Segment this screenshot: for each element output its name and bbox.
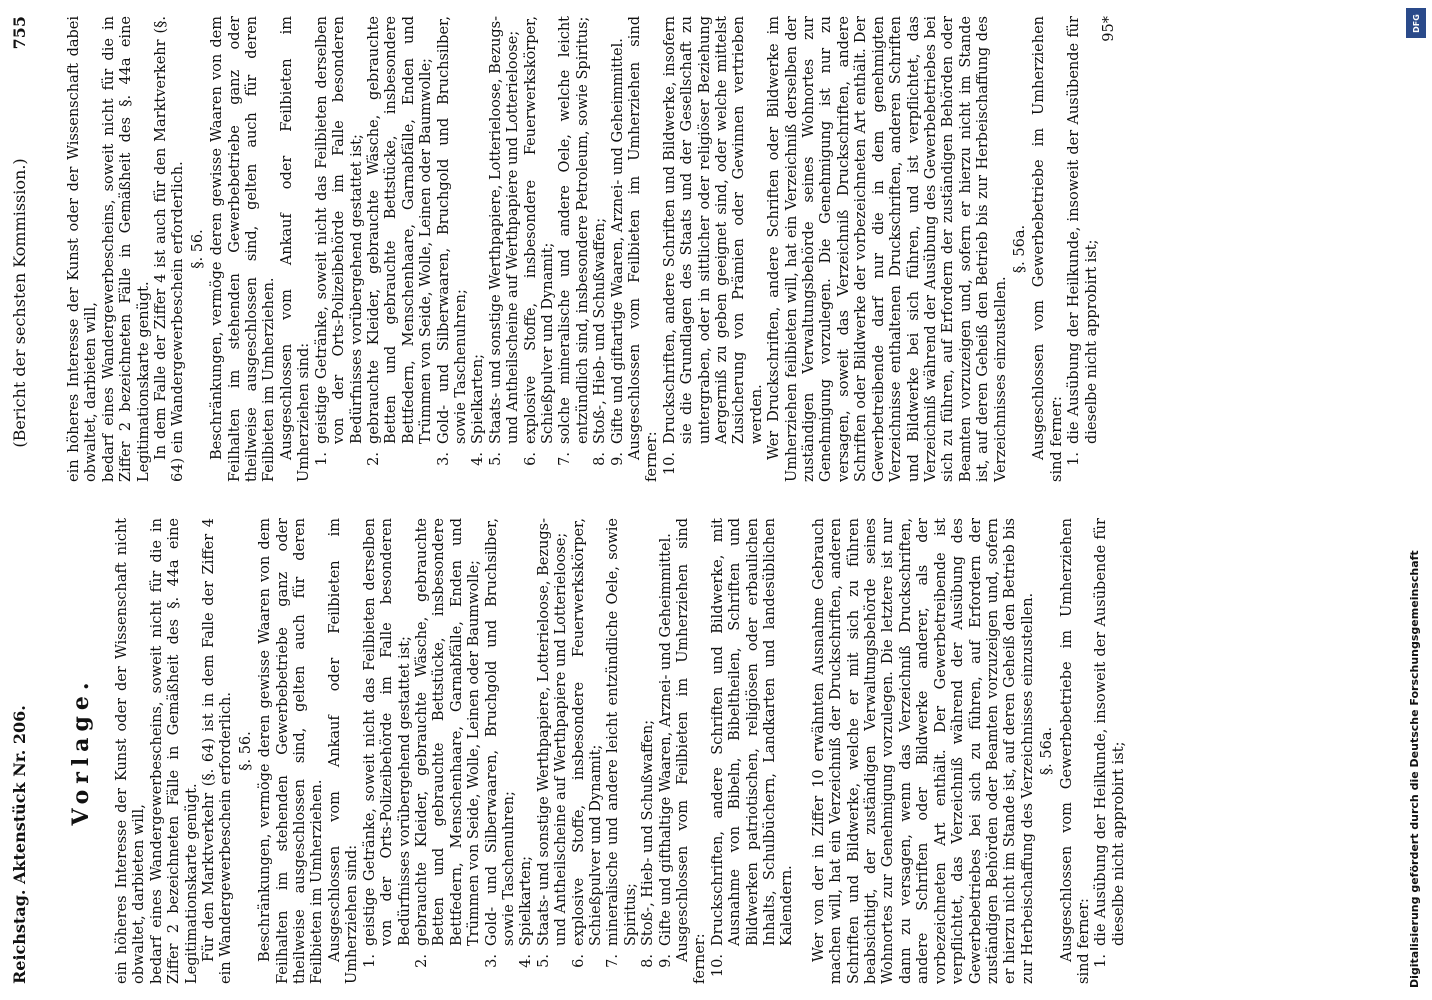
right-p5: Ausgeschlossen vom Ankauf oder Feilbieten im Umherziehen sind: <box>278 16 313 482</box>
left-item-last <box>1093 518 1128 984</box>
item-number: 1. <box>361 954 378 968</box>
item-text: Spielkarten; <box>518 855 535 946</box>
item-number: 9. <box>657 954 674 968</box>
list-item <box>414 518 484 984</box>
list-item <box>610 16 627 482</box>
list-item <box>436 16 471 482</box>
left-p4: Beschränkungen, vermöge deren gewisse Waaren von dem Feilhalten im stehenden Gewerbebetriebe ganz oder theilweise ausgeschlossen sind, gelten auch für deren Feilbieten im Umherziehen. <box>257 518 326 984</box>
list-item <box>662 16 766 482</box>
left-column-title: Vorlage. <box>68 676 94 826</box>
item-text: Gold- und Silberwaaren, Bruchgold und Bruchsilber, sowie Taschenuhren; <box>483 518 517 946</box>
right-p2: bedarf eines Wandergewerbescheins, soweit nicht für die in Ziffer 2 bezeichneten Fälle in Gemäßheit des §. 44a eine Legitimationskarte genügt. <box>100 16 152 482</box>
right-item-list <box>314 16 627 482</box>
item-number: 5. <box>487 452 504 466</box>
item-number: 3. <box>483 954 500 968</box>
left-item-10 <box>710 518 797 984</box>
right-p7: Wer Druckschriften, andere Schriften oder Bildwerke im Umherziehen feilbieten will, hat ein Verzeichniß derselben der zuständigen Verwaltungsbehörde seines Wohnortes zur Genehmigung vorzulegen. Die Genehmigung ist nur zu versagen, soweit das Verzeichniß Druckschriften, andere Schriften oder Bildwerke der vorbezeichneten Art enthält. Der Gewerbetreibende darf nur die in dem genehmigten Verzeichnisse enthaltenen Druckschriften, anderen Schriften und Bildwerke bei sich führen, und ist verpflichtet, das Verzeichniß während der Ausübung des Gewerbebetriebes bei sich zu führen, auf Erfordern der zuständigen Behörden oder Beamten vorzuzeigen und, sofern er hierzu nicht im Stande ist, auf deren Geheiß den Betrieb bis zur Herbeischaffung des Verzeichnisses einzustellen. <box>766 16 1009 482</box>
list-item <box>470 16 487 482</box>
left-p7: Wer von der in Ziffer 10 erwähnten Ausnahme Gebrauch machen will, hat ein Verzeichniß der Druckschriften, anderen Schriften und Bildwerke, welche er mit sich zu führen beabsichtigt, der zuständigen Verwaltungsbehörde seines Wohnortes zur Genehmigung vorzulegen. Die letztere ist nur dann zu versagen, wenn das Verzeichniß Druckschriften, andere Schriften oder Bildwerke anderer, als der vorbezeichneten Art enthält. Der Gewerbetreibende ist verpflichtet, das Verzeichniß während der Ausübung des Gewerbebetriebes bei sich zu führen, auf Erfordern der zuständigen Behörden oder Beamten vorzuzeigen und, sofern er hierzu nicht im Stande ist, auf deren Geheiß den Betrieb bis zur Herbeischaffung des Verzeichnisses einzustellen. <box>810 518 1036 984</box>
item-text: solche mineralische und andere Oele, welche leicht entzündlich sind, insbesondere Petroleum, sowie Spiritus; <box>557 16 591 444</box>
right-item-last <box>1066 16 1101 482</box>
item-number: 1. <box>1093 954 1110 968</box>
list-item <box>640 518 657 984</box>
item-text: Druckschriften, andere Schriften und Bildwerke, mit Ausnahme von Bibeln, Bibeltheilen, Schriften und Bildwerken patriotischen, religiösen oder erbaulichen Inhalts, Schulbüchern, Landkarten und landesüblichen Kalendern. <box>709 518 796 946</box>
list-item <box>710 518 797 984</box>
item-number: 2. <box>413 954 430 968</box>
item-number: 7. <box>557 452 574 466</box>
right-p3: In dem Falle der Ziffer 4 ist auch für den Marktverkehr (§. 64) ein Wandergewerbeschein erforderlich. <box>153 16 187 482</box>
list-item <box>536 518 571 984</box>
list-item <box>557 16 592 482</box>
left-section-56: §. 56. <box>237 731 254 771</box>
credit-strip <box>1400 0 1432 1000</box>
item-number: 2. <box>365 452 382 466</box>
header-left: Reichstag. Aktenstück Nr. 206. <box>10 705 29 984</box>
item-number: 10. <box>709 954 726 978</box>
right-p8: Ausgeschlossen vom Gewerbebetriebe im Umherziehen sind ferner: <box>1031 16 1065 482</box>
item-number: 5. <box>535 954 552 968</box>
right-column-beschluesse <box>44 16 1128 482</box>
dfg-logo-text: DFG <box>1411 13 1421 33</box>
signature-mark: 95* <box>1100 16 1117 42</box>
list-item <box>484 518 519 984</box>
item-text: Gold- und Silberwaaren, Bruchgold und Bruchsilber, sowie Taschenuhren; <box>435 16 469 444</box>
item-number: 8. <box>640 954 657 968</box>
item-number: 10. <box>661 452 678 476</box>
item-number: 4. <box>470 452 487 466</box>
item-number: 3. <box>435 452 452 466</box>
item-text: explosive Stoffe, insbesondere Feuerwerkskörper, Schießpulver und Dynamit; <box>522 16 556 444</box>
list-item <box>592 16 609 482</box>
left-p1: ein höheres Interesse der Kunst oder der Wissenschaft nicht obwaltet, darbieten will, <box>114 518 148 984</box>
item-number: 1. <box>313 452 330 466</box>
list-item <box>366 16 436 482</box>
item-text: Gifte und giftartige Waaren, Arznei- und Geheimmittel. <box>609 38 626 444</box>
item-text: geistige Getränke, soweit nicht das Feilbieten derselben von der Orts-Polizeibehörde im Falle besonderen Bedürfnisses vorübergehend gestattet ist; <box>361 518 413 946</box>
list-item <box>518 518 535 984</box>
item-number: 8. <box>592 452 609 466</box>
list-item <box>314 16 366 482</box>
item-text: Gifte und gifthaltige Waaren, Arznei- und Geheimmittel. <box>657 533 674 946</box>
list-item <box>523 16 558 482</box>
item-text: gebrauchte Kleider, gebrauchte Wäsche, gebrauchte Betten und gebrauchte Bettstücke, insbesondere Bettfedern, Menschenhaare, Garnabfälle, Enden und Trümmen von Seide, Wolle, Leinen oder Baumwolle; <box>413 518 483 946</box>
item-text: Staats- und sonstige Werthpapiere, Lotterieloose, Bezugs- und Antheilscheine auf Werthpapiere und Lotterieloose; <box>487 16 522 444</box>
item-text: explosive Stoffe, insbesondere Feuerwerkskörper, Schießpulver und Dynamit; <box>570 518 604 946</box>
left-section-56a: §. 56a. <box>1039 726 1056 776</box>
right-item-10 <box>662 16 766 482</box>
list-item <box>1093 518 1128 984</box>
item-number: 9. <box>609 452 626 466</box>
item-number: 4. <box>518 954 535 968</box>
right-p1: ein höheres Interesse der Kunst oder der Wissenschaft dabei obwaltet, darbieten will, <box>66 16 100 482</box>
item-text: geistige Getränke, soweit nicht das Feilbieten derselben von der Orts-Polizeibehörde im Falle besonderen Bedürfnisses vorübergehend gestattet ist; <box>313 16 365 444</box>
two-columns <box>44 16 1128 984</box>
left-p5: Ausgeschlossen vom Ankauf oder Feilbieten im Umherziehen sind: <box>326 518 361 984</box>
item-number: 6. <box>522 452 539 466</box>
item-text: Staats- und sonstige Werthpapiere, Lotterieloose, Bezugs- und Antheilscheine auf Werthpapiere und Lotterieloose; <box>535 518 570 946</box>
right-p4: Beschränkungen, vermöge deren gewisse Waaren von dem Feilhalten im stehenden Gewerbebetriebe ganz oder theilweise ausgeschlossen sind, gelten auch für deren Feilbieten im Umherziehen. <box>209 16 278 482</box>
item-text: Spielkarten; <box>470 353 487 444</box>
dfg-logo <box>1406 8 1426 38</box>
page-header <box>10 16 36 984</box>
left-item-list <box>362 518 675 984</box>
list-item <box>571 518 606 984</box>
left-p6: Ausgeschlossen vom Feilbieten im Umherziehen sind ferner: <box>675 518 709 984</box>
left-p8: Ausgeschlossen vom Gewerbebetriebe im Umherziehen sind ferner: <box>1058 518 1092 984</box>
list-item <box>658 518 675 984</box>
list-item <box>488 16 523 482</box>
item-text: die Ausübung der Heilkunde, insoweit der Ausübende für dieselbe nicht approbirt ist; <box>1066 16 1100 444</box>
item-text: Stoß-, Hieb- und Schußwaffen; <box>640 719 657 946</box>
item-text: Stoß-, Hieb- und Schußwaffen; <box>592 217 609 444</box>
digitization-credit: Digitalisierung gefördert durch die Deutsche Forschungsgemeinschaft <box>1408 550 1421 988</box>
list-item <box>362 518 414 984</box>
right-section-56a: §. 56a. <box>1011 224 1028 274</box>
left-p2: bedarf eines Wandergewerbescheins, soweit nicht für die in Ziffer 2 bezeichneten Fälle in Gemäßheit des §. 44a eine Legitimationskarte genügt. <box>148 518 200 984</box>
item-text: Druckschriften, andere Schriften und Bildwerke, insofern sie die Grundlagen des Staats und der Gesellschaft zu untergraben, oder in sittlicher oder religiöser Beziehung Aergerniß zu geben geeignet sind, oder welche mittelst Zusicherung von Prämien oder Gewinnen vertrieben werden. <box>661 16 765 444</box>
item-number: 6. <box>570 954 587 968</box>
right-p6: Ausgeschlossen vom Feilbieten im Umherziehen sind ferner: <box>627 16 661 482</box>
item-number: 7. <box>605 954 622 968</box>
left-p3: Für den Marktverkehr (§. 64) ist in dem Falle der Ziffer 4 ein Wandergewerbeschein erforderlich. <box>201 518 235 984</box>
item-text: die Ausübung der Heilkunde, insoweit der Ausübende für dieselbe nicht approbirt ist; <box>1093 518 1127 946</box>
header-center: (Bericht der sechsten Kommission.) <box>10 158 29 448</box>
right-section-56: §. 56. <box>189 229 206 269</box>
item-text: gebrauchte Kleider, gebrauchte Wäsche, gebrauchte Betten und gebrauchte Bettstücke, insbesondere Bettfedern, Menschenhaare, Garnabfälle, Enden und Trümmen von Seide, Wolle, Leinen oder Baumwolle; <box>365 16 435 444</box>
list-item <box>1066 16 1101 482</box>
page-number: 755 <box>10 16 29 50</box>
item-text: mineralische und andere leicht entzündliche Oele, sowie Spiritus; <box>605 518 639 946</box>
list-item <box>605 518 640 984</box>
item-number: 1. <box>1066 452 1083 466</box>
left-column-vorlage <box>44 518 1128 984</box>
